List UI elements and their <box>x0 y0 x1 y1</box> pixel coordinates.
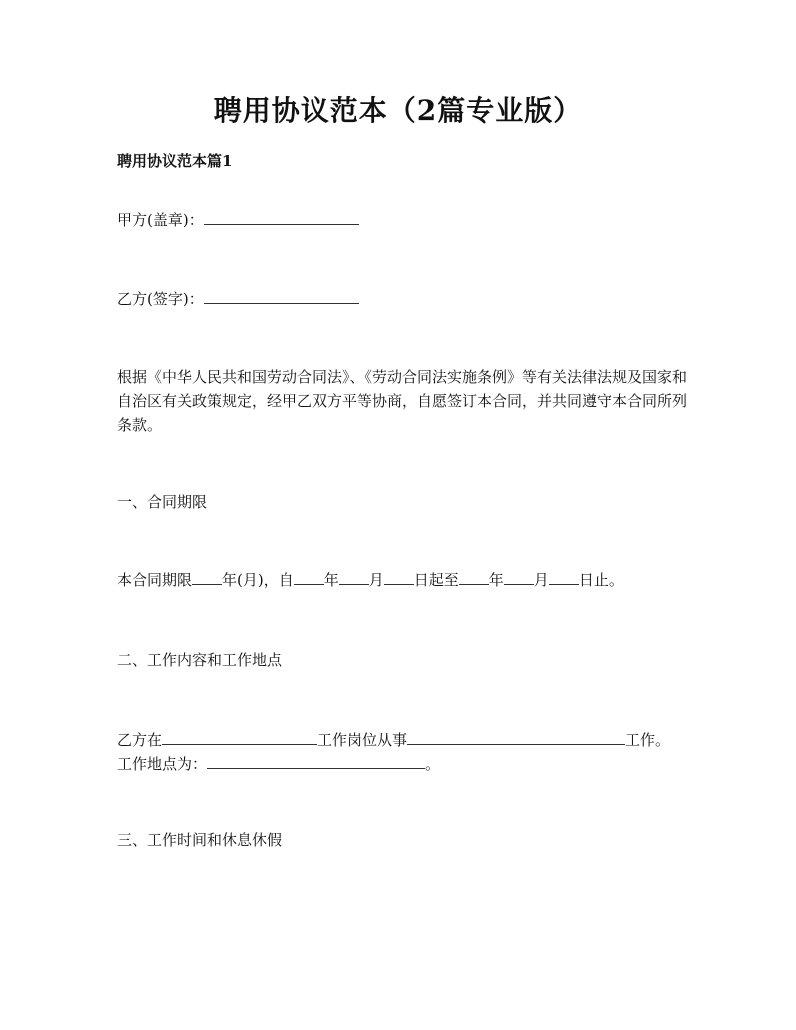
term-blank-2 <box>294 568 324 585</box>
job-text-2: 工作岗位从事 <box>317 731 408 749</box>
party-a-blank <box>204 208 359 225</box>
term-text-1: 本合同期限 <box>117 571 193 589</box>
location-label: 工作地点为： <box>117 755 208 773</box>
term-blank-7 <box>549 568 579 585</box>
job-post-blank <box>162 728 317 745</box>
location-end: 。 <box>425 755 441 773</box>
job-position-line <box>117 728 697 752</box>
term-blank-1 <box>192 568 222 585</box>
section-2-heading: 二、工作内容和工作地点 <box>117 651 283 669</box>
party-a-line <box>117 208 697 232</box>
term-blank-6 <box>504 568 534 585</box>
term-text-2: 年(月)，自 <box>222 571 294 589</box>
location-blank <box>207 752 425 769</box>
contract-term-line <box>117 568 697 592</box>
section-1-heading: 一、合同期限 <box>117 493 208 511</box>
party-b-label: 乙方(签字)： <box>117 290 204 308</box>
job-work-blank <box>407 728 625 745</box>
term-text-4: 月 <box>368 571 384 589</box>
work-location-line <box>117 752 697 776</box>
section-3-heading: 三、工作时间和休息休假 <box>117 831 283 849</box>
document-title: 聘用协议范本（2篇专业版） <box>213 94 583 127</box>
party-b-blank <box>204 287 359 304</box>
preamble-paragraph: 根据《中华人民共和国劳动合同法》、《劳动合同法实施条例》等有关法律法规及国家和自治区有关政策规定，经甲乙双方平等协商，自愿签订本合同，并共同遵守本合同所列条款。 <box>117 368 688 434</box>
party-a-label: 甲方(盖章)： <box>117 211 204 229</box>
term-blank-3 <box>339 568 369 585</box>
term-text-6: 年 <box>488 571 504 589</box>
term-blank-4 <box>384 568 414 585</box>
job-text-3: 工作。 <box>625 731 671 749</box>
term-text-5: 日起至 <box>413 571 459 589</box>
term-text-7: 月 <box>533 571 549 589</box>
term-text-8: 日止。 <box>578 571 624 589</box>
party-b-line <box>117 287 697 311</box>
term-text-3: 年 <box>323 571 339 589</box>
job-text-1: 乙方在 <box>117 731 163 749</box>
term-blank-5 <box>459 568 489 585</box>
document-subtitle: 聘用协议范本篇1 <box>117 152 233 170</box>
